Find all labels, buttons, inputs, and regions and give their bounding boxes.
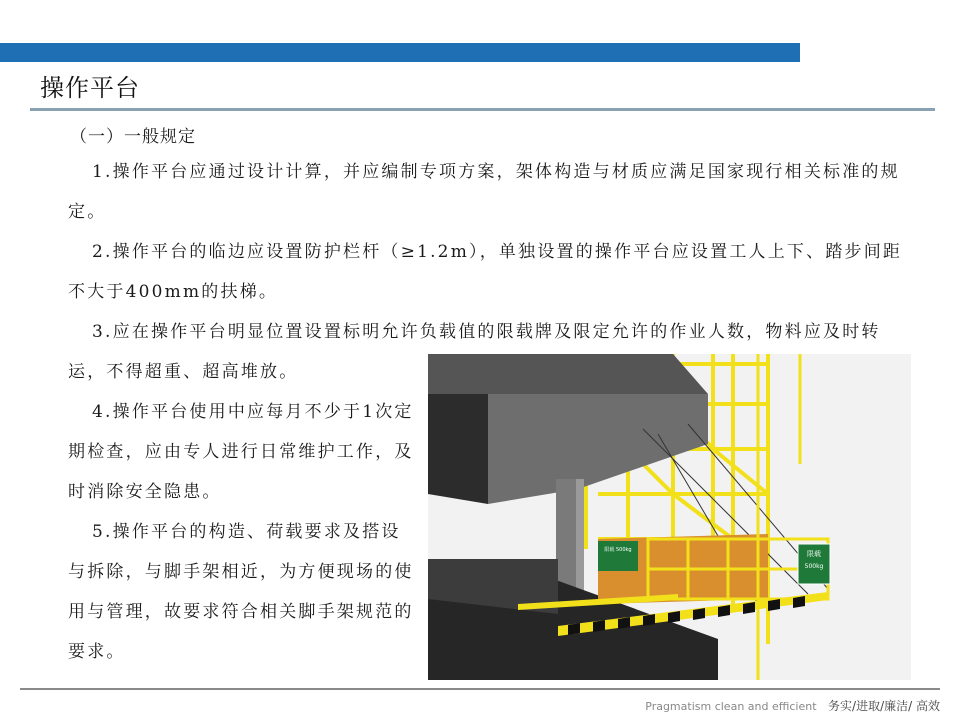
paragraph-2: 2.操作平台的临边应设置防护栏杆（≥1.2m），单独设置的操作平台应设置工人上下、踏步间距不大于400mm的扶梯。	[68, 242, 903, 302]
paragraph-1: 1.操作平台应通过设计计算，并应编制专项方案，架体构造与材质应满足国家现行相关标准的规定。	[68, 162, 900, 222]
svg-text:限载 500kg: 限载 500kg	[604, 547, 632, 553]
svg-text:限载: 限载	[807, 550, 821, 558]
paragraph-5: 5.操作平台的构造、荷载要求及搭设与拆除，与脚手架相近，为方便现场的使用与管理，故要求符合相关脚手架规范的要求。	[68, 522, 414, 662]
footer-chinese: 务实/进取/廉洁/ 高效	[828, 699, 940, 713]
title-divider	[30, 108, 935, 111]
svg-text:500kg: 500kg	[804, 563, 824, 570]
footer-divider	[20, 688, 940, 690]
platform-illustration	[428, 354, 911, 680]
header-accent-bar	[0, 43, 800, 62]
footer-english: Pragmatism clean and efficient	[645, 700, 817, 713]
section-heading: （一）一般规定	[70, 127, 196, 147]
paragraph-3: 3.应在操作平台明显位置设置标明允许负载值的限载牌及限定允许的作业人数，物料应及时转运，不得超重、超高堆放。	[68, 322, 881, 382]
footer-slogan	[645, 697, 940, 714]
paragraph-4: 4.操作平台使用中应每月不少于1次定期检查，应由专人进行日常维护工作，及时消除安全隐患。	[68, 402, 414, 502]
load-sign-left	[598, 541, 638, 571]
page-title: 操作平台	[40, 74, 140, 102]
upper-slab-top	[428, 354, 708, 394]
